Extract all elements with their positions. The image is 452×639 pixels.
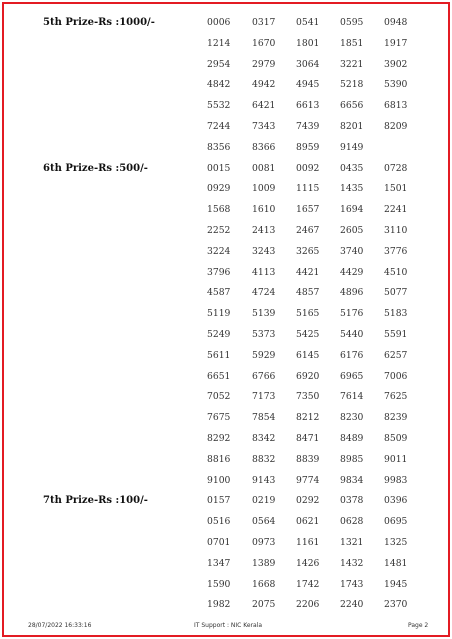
ticket-number: 0564: [252, 516, 276, 528]
ticket-number: 4429: [340, 266, 364, 278]
footer-page-number: Page 2: [408, 622, 429, 629]
ticket-number: 9983: [384, 474, 408, 486]
ticket-number: 4945: [296, 79, 320, 91]
ticket-number: 1801: [296, 37, 320, 49]
ticket-number: 8839: [296, 453, 320, 465]
ticket-number: 1481: [384, 557, 408, 569]
ticket-number: 5929: [252, 349, 276, 361]
ticket-number: 0006: [207, 17, 231, 28]
ticket-number: 1694: [340, 204, 364, 216]
ticket-number: 5373: [252, 329, 276, 340]
ticket-number: 4113: [252, 266, 276, 278]
ticket-number: 7173: [252, 391, 276, 403]
ticket-number: 5183: [384, 308, 408, 320]
ticket-number: 1590: [207, 578, 231, 590]
ticket-number: 3110: [384, 225, 408, 236]
ticket-number: 9834: [340, 474, 364, 486]
ticket-number: 5390: [384, 79, 408, 91]
ticket-number: 1668: [252, 578, 276, 590]
ticket-number: 7052: [207, 391, 231, 403]
ticket-number: 1945: [384, 578, 408, 590]
ticket-number: 0541: [296, 17, 320, 28]
ticket-number: 2413: [252, 225, 276, 236]
ticket-number: 4724: [252, 287, 276, 299]
ticket-number: 5425: [296, 329, 320, 340]
ticket-number: 9011: [384, 453, 408, 465]
ticket-number: 1321: [340, 537, 364, 548]
ticket-number: 3740: [340, 245, 364, 257]
ticket-number: 0081: [252, 162, 276, 174]
ticket-number: 1347: [207, 557, 231, 569]
ticket-number: 6257: [384, 349, 408, 361]
ticket-number: 7854: [252, 412, 276, 424]
ticket-number: 6176: [340, 349, 364, 361]
ticket-number: 0317: [252, 17, 276, 28]
ticket-number: 8816: [207, 453, 231, 465]
ticket-number: 6813: [384, 100, 408, 112]
ticket-number: 5139: [252, 308, 276, 320]
ticket-number: 7006: [384, 370, 408, 382]
ticket-number: 8489: [340, 433, 364, 444]
ticket-number: 4421: [296, 266, 320, 278]
ticket-number: 8985: [340, 453, 364, 465]
ticket-number: 7614: [340, 391, 364, 403]
ticket-number: 4896: [340, 287, 364, 299]
ticket-number: 1501: [384, 183, 408, 195]
ticket-number: 8366: [252, 141, 276, 153]
ticket-number: 5119: [207, 308, 231, 320]
prize-section-label: 7th Prize-Rs :100/-: [43, 495, 148, 507]
ticket-number: 8209: [384, 121, 408, 132]
ticket-number: 1982: [207, 599, 231, 611]
ticket-number: 5218: [340, 79, 364, 91]
ticket-number: 6656: [340, 100, 364, 112]
ticket-number: 7439: [296, 121, 320, 132]
ticket-number: 8292: [207, 433, 231, 444]
ticket-number: 9100: [207, 474, 231, 486]
ticket-number: 2467: [296, 225, 320, 236]
ticket-number: 0695: [384, 516, 408, 528]
ticket-number: 2075: [252, 599, 276, 611]
ticket-number: 2240: [340, 599, 364, 611]
ticket-number: 7244: [207, 121, 231, 132]
ticket-number: 0435: [340, 162, 364, 174]
ticket-number: 6145: [296, 349, 320, 361]
ticket-number: 3902: [384, 58, 408, 70]
ticket-number: 0929: [207, 183, 231, 195]
ticket-number: 8342: [252, 433, 276, 444]
ticket-number: 1009: [252, 183, 276, 195]
ticket-number: 4942: [252, 79, 276, 91]
ticket-number: 0701: [207, 537, 231, 548]
footer-timestamp: 28/07/2022 16:33:16: [28, 622, 92, 629]
ticket-number: 6920: [296, 370, 320, 382]
ticket-number: 3243: [252, 245, 276, 257]
ticket-number: 0378: [340, 495, 364, 507]
ticket-number: 5176: [340, 308, 364, 320]
ticket-number: 0948: [384, 17, 408, 28]
ticket-number: 1161: [296, 537, 320, 548]
ticket-number: 7350: [296, 391, 320, 403]
ticket-number: 9149: [340, 141, 364, 153]
ticket-number: 1568: [207, 204, 231, 216]
ticket-number: 2954: [207, 58, 231, 70]
ticket-number: 1657: [296, 204, 320, 216]
ticket-number: 1325: [384, 537, 408, 548]
prize-section-label: 6th Prize-Rs :500/-: [43, 162, 148, 174]
ticket-number: 6421: [252, 100, 276, 112]
ticket-number: 3064: [296, 58, 320, 70]
ticket-number: 8832: [252, 453, 276, 465]
ticket-number: 0621: [296, 516, 320, 528]
ticket-number: 2241: [384, 204, 408, 216]
ticket-number: 7343: [252, 121, 276, 132]
ticket-number: 1389: [252, 557, 276, 569]
ticket-number: 8230: [340, 412, 364, 424]
ticket-number: 2979: [252, 58, 276, 70]
ticket-number: 0396: [384, 495, 408, 507]
ticket-number: 7675: [207, 412, 231, 424]
ticket-number: 5532: [207, 100, 231, 112]
ticket-number: 0292: [296, 495, 320, 507]
ticket-number: 5591: [384, 329, 408, 340]
ticket-number: 8959: [296, 141, 320, 153]
ticket-number: 5077: [384, 287, 408, 299]
ticket-number: 5611: [207, 349, 231, 361]
ticket-number: 4510: [384, 266, 408, 278]
ticket-number: 1743: [340, 578, 364, 590]
ticket-number: 1917: [384, 37, 408, 49]
ticket-number: 4842: [207, 79, 231, 91]
footer-support: IT Support : NIC Kerala: [194, 622, 263, 629]
ticket-number: 8509: [384, 433, 408, 444]
ticket-number: 1610: [252, 204, 276, 216]
ticket-number: 3221: [340, 58, 364, 70]
ticket-number: 5249: [207, 329, 231, 340]
ticket-number: 1670: [252, 37, 276, 49]
ticket-number: 6766: [252, 370, 276, 382]
ticket-number: 6613: [296, 100, 320, 112]
ticket-number: 0595: [340, 17, 364, 28]
ticket-number: 0015: [207, 162, 231, 174]
ticket-number: 0092: [296, 162, 320, 174]
ticket-number: 0728: [384, 162, 408, 174]
ticket-number: 1851: [340, 37, 364, 49]
ticket-number: 2605: [340, 225, 364, 236]
ticket-number: 2252: [207, 225, 231, 236]
ticket-number: 2206: [296, 599, 320, 611]
ticket-number: 7625: [384, 391, 408, 403]
ticket-number: 1214: [207, 37, 231, 49]
ticket-number: 1115: [296, 183, 320, 195]
ticket-number: 0973: [252, 537, 276, 548]
ticket-number: 1742: [296, 578, 320, 590]
ticket-number: 1435: [340, 183, 364, 195]
ticket-number: 4587: [207, 287, 231, 299]
ticket-number: 8239: [384, 412, 408, 424]
ticket-number: 8201: [340, 121, 364, 132]
prize-section-label: 5th Prize-Rs :1000/-: [43, 17, 155, 28]
ticket-number: 6651: [207, 370, 231, 382]
ticket-number: 3796: [207, 266, 231, 278]
ticket-number: 4857: [296, 287, 320, 299]
ticket-number: 9143: [252, 474, 276, 486]
ticket-number: 3224: [207, 245, 231, 257]
ticket-number: 8356: [207, 141, 231, 153]
ticket-number: 0157: [207, 495, 231, 507]
ticket-number: 5165: [296, 308, 320, 320]
ticket-number: 0219: [252, 495, 276, 507]
ticket-number: 9774: [296, 474, 320, 486]
ticket-number: 1432: [340, 557, 364, 569]
ticket-number: 6965: [340, 370, 364, 382]
ticket-number: 8471: [296, 433, 320, 444]
ticket-number: 0628: [340, 516, 364, 528]
ticket-number: 1426: [296, 557, 320, 569]
ticket-number: 3776: [384, 245, 408, 257]
ticket-number: 2370: [384, 599, 408, 611]
ticket-number: 8212: [296, 412, 320, 424]
ticket-number: 0516: [207, 516, 231, 528]
ticket-number: 3265: [296, 245, 320, 257]
ticket-number: 5440: [340, 329, 364, 340]
